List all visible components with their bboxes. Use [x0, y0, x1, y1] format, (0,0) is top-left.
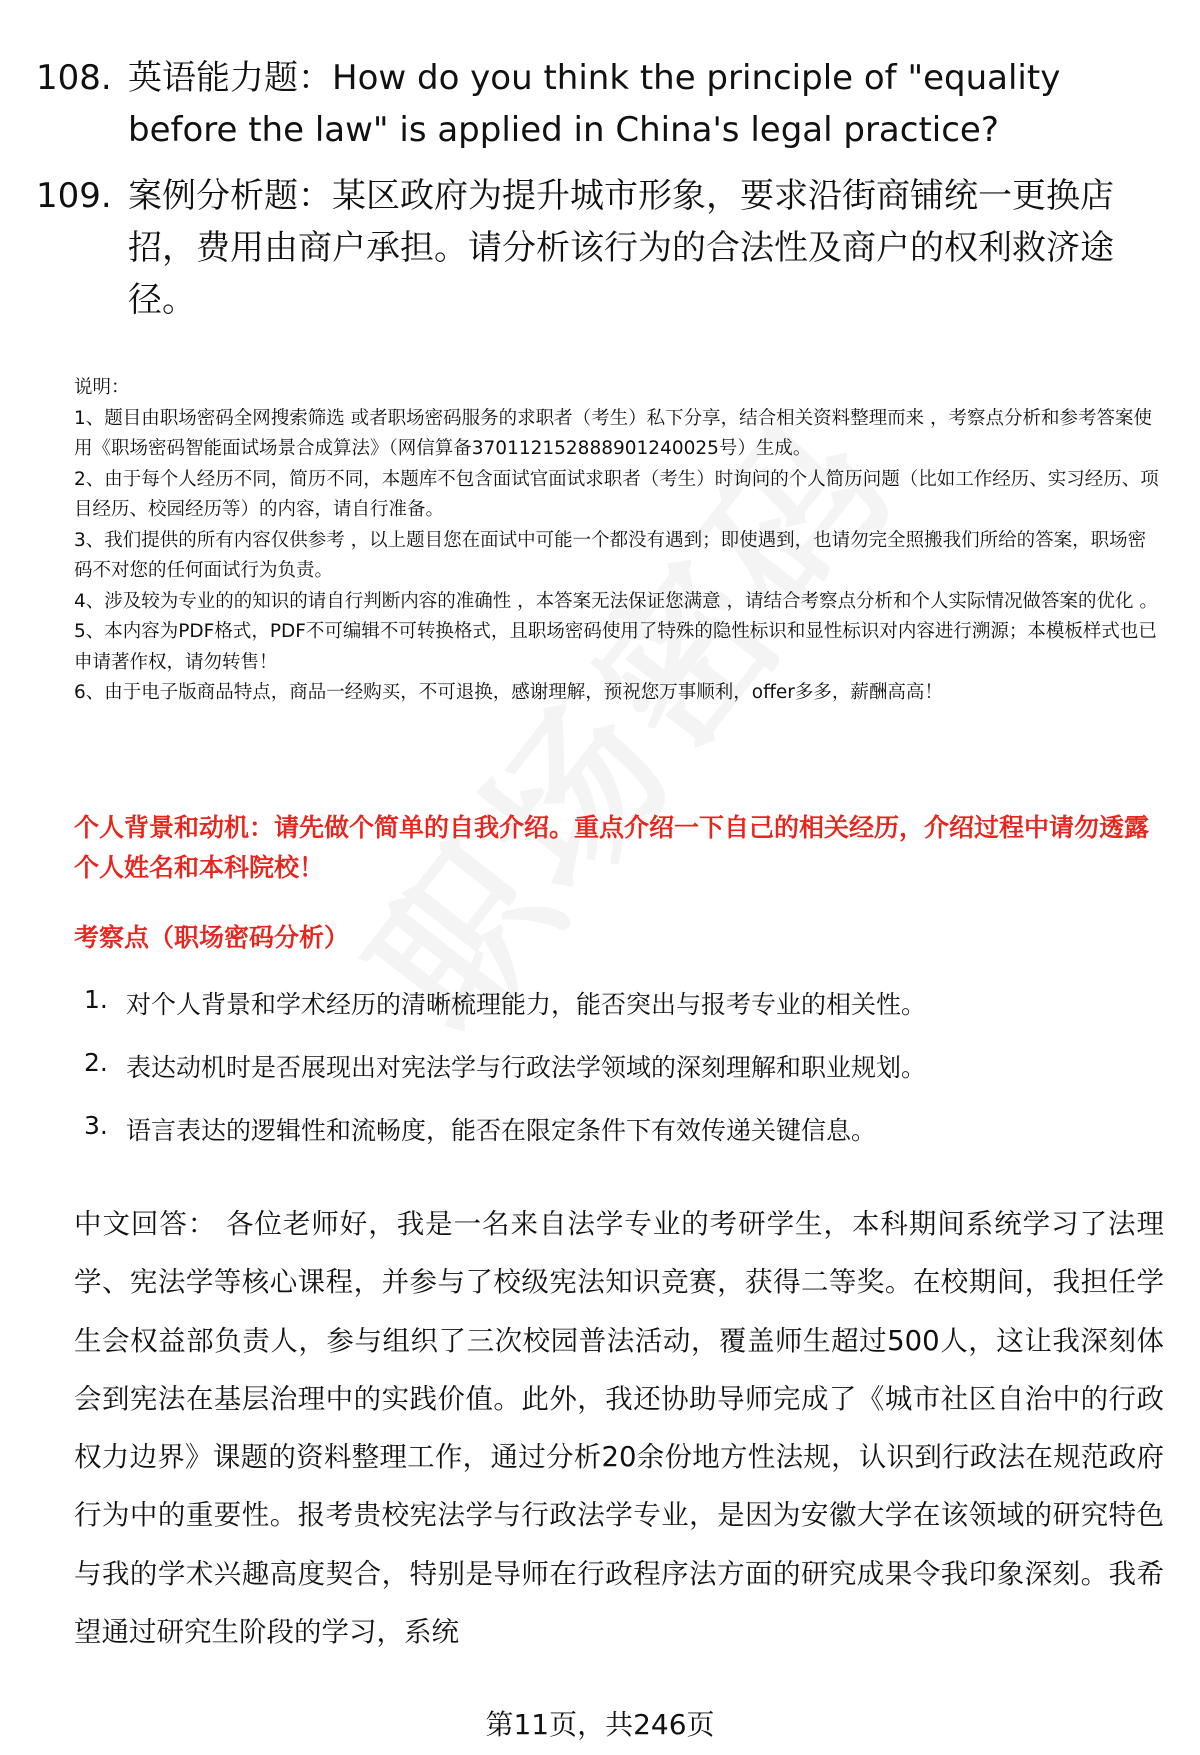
list-text: 表达动机时是否展现出对宪法学与行政法学领域的深刻理解和职业规划。: [126, 1053, 927, 1082]
question-number: 109.: [36, 176, 112, 216]
question-108: [36, 52, 1166, 156]
note-item: 5、本内容为PDF格式，PDF不可编辑不可转换格式，且职场密码使用了特殊的隐性标识和显性标识对内容进行溯源；本模板样式也已申请著作权，请勿转售！: [74, 621, 1157, 673]
notes-title: 说明：: [74, 377, 130, 398]
list-text: 对个人背景和学术经历的清晰梳理能力，能否突出与报考专业的相关性。: [126, 990, 927, 1019]
analysis-points: [84, 985, 1164, 1174]
notes-block: [74, 373, 1164, 709]
list-index: 1.: [84, 985, 108, 1014]
list-index: 2.: [84, 1048, 108, 1077]
section-title: 个人背景和动机：请先做个简单的自我介绍。重点介绍一下自己的相关经历，介绍过程中请勿透露个人姓名和本科院校！: [74, 813, 1150, 882]
list-text: 语言表达的逻辑性和流畅度，能否在限定条件下有效传递关键信息。: [126, 1116, 877, 1145]
question-109: [36, 170, 1166, 326]
note-item: 1、题目由职场密码全网搜索筛选 或者职场密码服务的求职者（考生）私下分享，结合相关资料整理而来 ，考察点分析和参考答案使用《职场密码智能面试场景合成算法》（网信算备370112152888901240025号）生成。: [74, 407, 1153, 459]
list-item: [84, 1111, 1164, 1174]
note-item: 6、由于电子版商品特点，商品一经购买，不可退换，感谢理解，预祝您万事顺利，offer多多，薪酬高高！: [74, 682, 943, 703]
list-index: 3.: [84, 1111, 108, 1140]
answer-paragraph: 中文回答： 各位老师好，我是一名来自法学专业的考研学生，本科期间系统学习了法理学、宪法学等核心课程，并参与了校级宪法知识竞赛，获得二等奖。在校期间，我担任学生会权益部负责人，参与组织了三次校园普法活动，覆盖师生超过500人，这让我深刻体会到宪法在基层治理中的实践价值。此外，我还协助导师完成了《城市社区自治中的行政权力边界》课题的资料整理工作，通过分析20余份地方性法规，认识到行政法在规范政府行为中的重要性。报考贵校宪法学与行政法学专业，是因为安徽大学在该领域的研究特色与我的学术兴趣高度契合，特别是导师在行政程序法方面的研究成果令我印象深刻。我希望通过研究生阶段的学习，系统: [74, 1208, 1164, 1649]
question-text: 英语能力题：How do you think the principle of "equality before the law" is applied in China's legal practice?: [128, 58, 1061, 150]
note-item: 4、涉及较为专业的的知识的请自行判断内容的准确性 ，本答案无法保证您满意 ，请结合考察点分析和个人实际情况做答案的优化 。: [74, 590, 1158, 612]
question-text: 案例分析题：某区政府为提升城市形象，要求沿街商铺统一更换店招，费用由商户承担。请分析该行为的合法性及商户的权利救济途径。: [128, 176, 1114, 320]
list-item: [84, 1048, 1164, 1111]
question-number: 108.: [36, 58, 112, 98]
analysis-title: 考察点（职场密码分析）: [74, 923, 350, 952]
list-item: [84, 985, 1164, 1048]
page-footer: 第11页，共246页: [485, 1708, 715, 1741]
note-item: 2、由于每个人经历不同，简历不同，本题库不包含面试官面试求职者（考生）时询问的个人简历问题（比如工作经历、实习经历、项目经历、校园经历等）的内容，请自行准备。: [74, 468, 1159, 520]
note-item: 3、我们提供的所有内容仅供参考 ，以上题目您在面试中可能一个都没有遇到；即使遇到，也请勿完全照搬我们所给的答案，职场密码不对您的任何面试行为负责。: [74, 529, 1147, 581]
